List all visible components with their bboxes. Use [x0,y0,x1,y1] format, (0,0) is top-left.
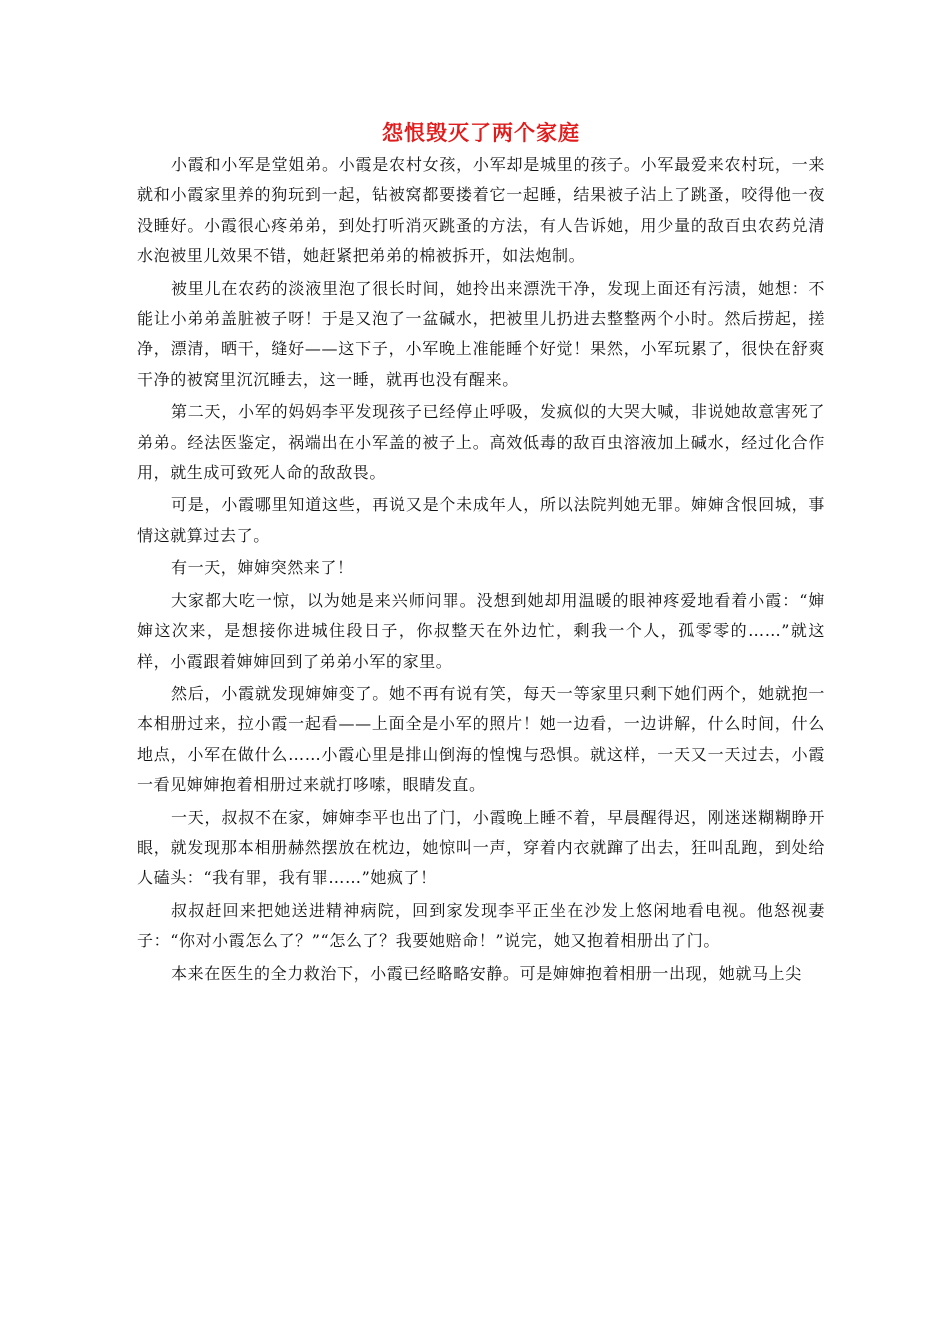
paragraph-6: 大家都大吃一惊，以为她是来兴师问罪。没想到她却用温暖的眼神疼爱地看着小霞：“婶婶这次来，是想接你进城住段日子，你叔整天在外边忙，剩我一个人，孤零零的……”就这样，小霞跟着婶婶回到了弟弟小军的家里。 [137,590,825,671]
paragraph-3: 第二天，小军的妈妈李平发现孩子已经停止呼吸，发疯似的大哭大喊，非说她故意害死了弟弟。经法医鉴定，祸端出在小军盖的被子上。高效低毒的敌百虫溶液加上碱水，经过化合作用，就生成可致死人命的敌敌畏。 [137,402,825,483]
document-page [137,118,825,991]
document-title: 怨恨毁灭了两个家庭 [382,120,580,145]
paragraph-2: 被里儿在农药的淡液里泡了很长时间，她拎出来漂洗干净，发现上面还有污渍，她想：不能让小弟弟盖脏被子呀！于是又泡了一盆碱水，把被里儿扔进去整整两个小时。然后捞起，搓净，漂清，晒干，缝好——这下子，小军晚上准能睡个好觉！果然，小军玩累了，很快在舒爽干净的被窝里沉沉睡去，这一睡，就再也没有醒来。 [137,278,825,389]
paragraph-7: 然后，小霞就发现婶婶变了。她不再有说有笑，每天一等家里只剩下她们两个，她就抱一本相册过来，拉小霞一起看——上面全是小军的照片！她一边看，一边讲解，什么时间，什么地点，小军在做什么……小霞心里是排山倒海的惶愧与恐惧。就这样，一天又一天过去，小霞一看见婶婶抱着相册过来就打哆嗦，眼睛发直。 [137,683,825,795]
paragraph-10: 本来在医生的全力救治下，小霞已经略略安静。可是婶婶抱着相册一出现，她就马上尖 [171,963,802,983]
paragraph-5: 有一天，婶婶突然来了！ [171,558,354,578]
paragraph-9: 叔叔赶回来把她送进精神病院，回到家发现李平正坐在沙发上悠闲地看电视。他怒视妻子：“你对小霞怎么了？”“怎么了？我要她赔命！”说完，她又抱着相册出了门。 [137,900,825,951]
paragraph-8: 一天，叔叔不在家，婶婶李平也出了门，小霞晚上睡不着，早晨醒得迟，刚迷迷糊糊睁开眼，就发现那本相册赫然摆放在枕边，她惊叫一声，穿着内衣就蹿了出去，狂叫乱跑，到处给人磕头：“我有罪，我有罪……”她疯了！ [137,807,825,888]
paragraph-1: 小霞和小军是堂姐弟。小霞是农村女孩，小军却是城里的孩子。小军最爱来农村玩，一来就和小霞家里养的狗玩到一起，钻被窝都要搂着它一起睡，结果被子沾上了跳蚤，咬得他一夜没睡好。小霞很心疼弟弟，到处打听消灭跳蚤的方法，有人告诉她，用少量的敌百虫农药兑清水泡被里儿效果不错，她赶紧把弟弟的棉被拆开，如法炮制。 [137,155,825,266]
paragraph-4: 可是，小霞哪里知道这些，再说又是个未成年人，所以法院判她无罪。婶婶含恨回城，事情这就算过去了。 [137,495,825,545]
